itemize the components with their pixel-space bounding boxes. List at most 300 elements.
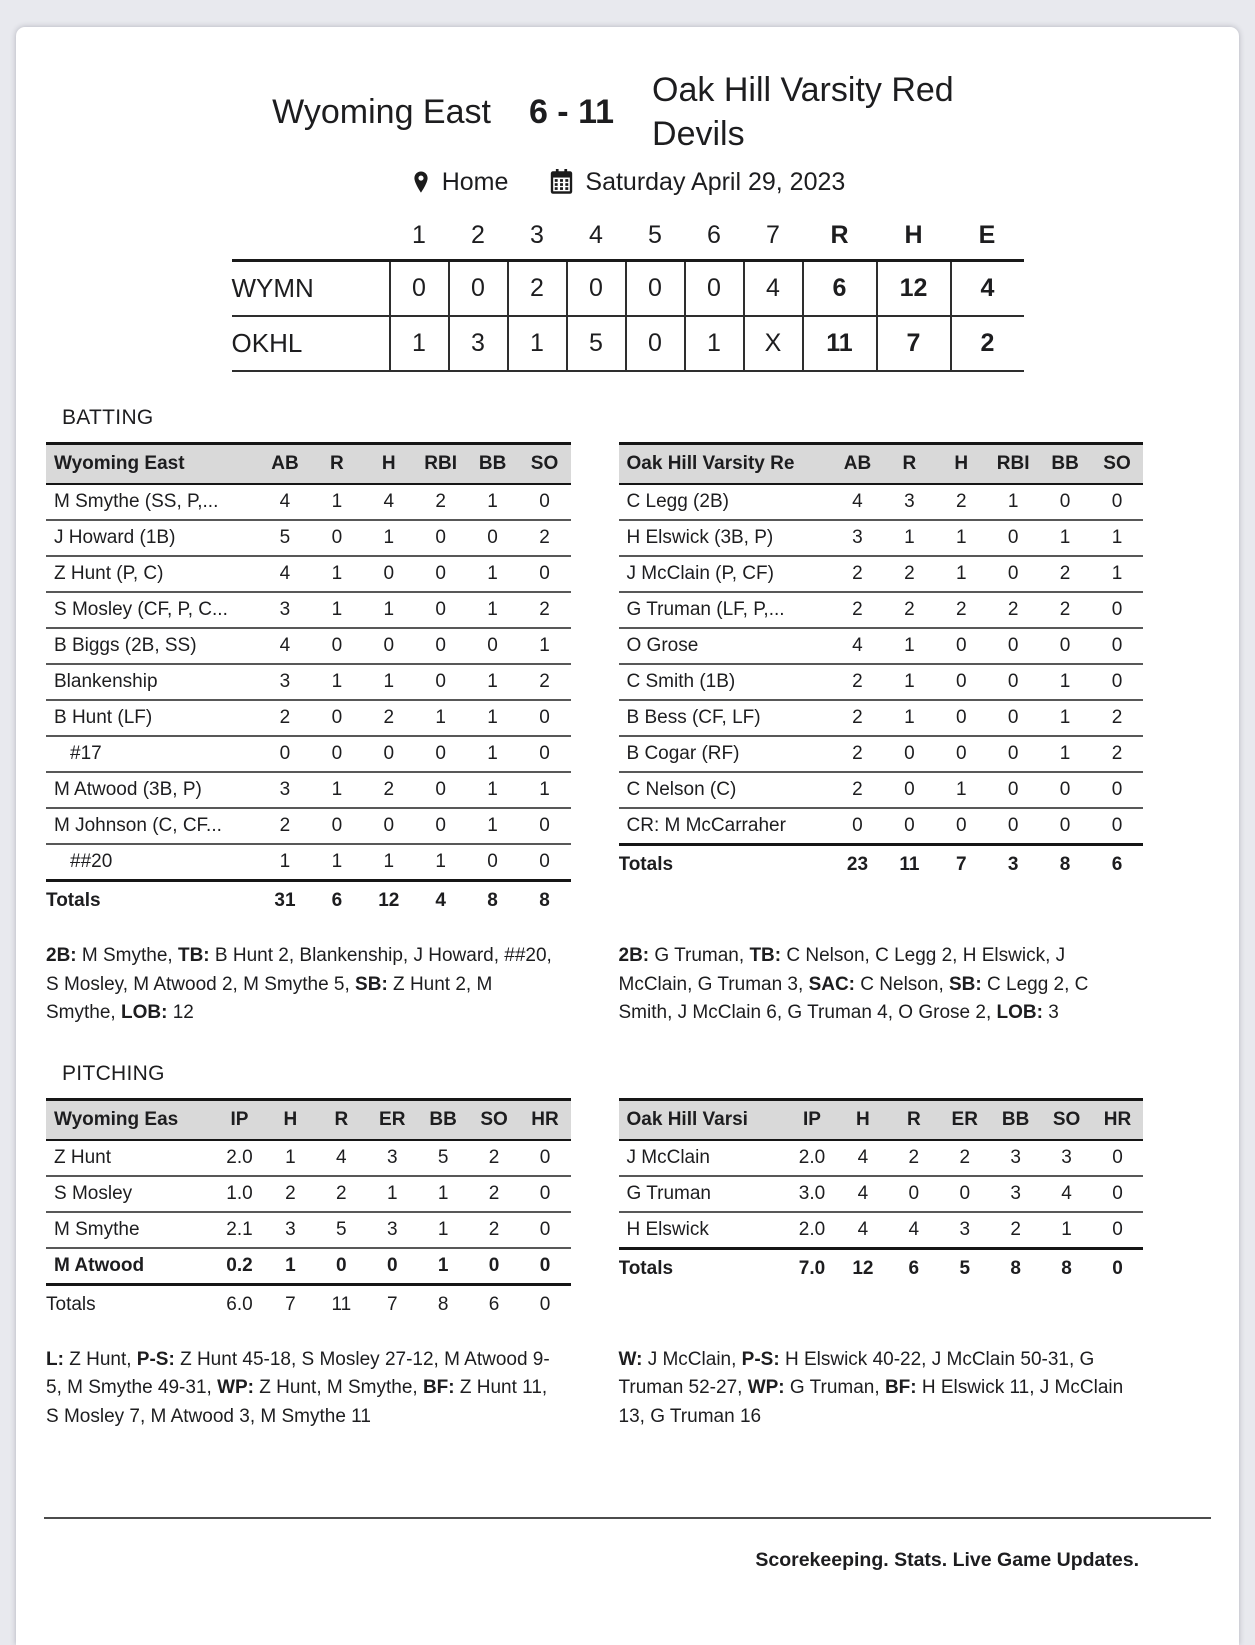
stat-cell: 2 [519, 664, 571, 700]
player-name-cell: H Elswick [619, 1212, 787, 1249]
player-name-cell: H Elswick (3B, P) [619, 520, 832, 556]
stat-cell: 0 [311, 736, 363, 772]
stat-cell: 0 [519, 556, 571, 592]
stat-cell: 1 [519, 628, 571, 664]
stat-cell: 1 [935, 520, 987, 556]
stat-cell: 1 [415, 700, 467, 736]
player-name-cell: M Atwood (3B, P) [46, 772, 259, 808]
player-name-cell: G Truman (LF, P,... [619, 592, 832, 628]
stat-cell: 0 [1091, 664, 1143, 700]
linescore-cell: 1 [508, 316, 567, 371]
team-column-header: Oak Hill Varsity Re [619, 444, 832, 485]
stat-cell: 0 [1039, 484, 1091, 520]
stat-cell: 1 [415, 844, 467, 881]
stat-cell: 2 [832, 736, 884, 772]
stat-column-header: RBI [987, 444, 1039, 485]
stat-cell: 2 [1091, 700, 1143, 736]
stat-cell: 2 [832, 772, 884, 808]
player-row [619, 520, 1144, 556]
player-row [46, 772, 571, 808]
linescore-cell: 6 [803, 261, 877, 317]
stat-cell: 2 [1039, 592, 1091, 628]
stat-cell: 3 [990, 1140, 1041, 1176]
stat-cell: 1 [1091, 520, 1143, 556]
stat-cell: 1 [1039, 736, 1091, 772]
stat-cell: 0 [415, 556, 467, 592]
stat-cell: 0 [367, 1248, 418, 1285]
game-header [16, 27, 1239, 197]
linescore-cell: X [744, 316, 803, 371]
stat-column-header: HR [520, 1099, 571, 1140]
stat-cell: 2 [469, 1140, 520, 1176]
player-name-cell: M Johnson (C, CF... [46, 808, 259, 844]
stat-cell: 1 [265, 1140, 316, 1176]
stat-cell: 2.0 [787, 1140, 838, 1176]
player-name-cell: J McClain (P, CF) [619, 556, 832, 592]
stat-cell: 8 [539, 890, 550, 912]
stat-cell: 2 [883, 556, 935, 592]
stat-cell: 0 [363, 556, 415, 592]
stat-cell: 0 [363, 808, 415, 844]
stat-cell: 2.1 [214, 1212, 265, 1248]
batting-table-away [46, 442, 571, 920]
stat-cell: 0 [415, 772, 467, 808]
stat-cell: 1 [883, 628, 935, 664]
stat-cell: 0 [415, 592, 467, 628]
player-row [46, 1248, 571, 1285]
stat-cell: 2 [832, 700, 884, 736]
stat-cell: 0 [883, 772, 935, 808]
team-column-header: Wyoming Eas [46, 1099, 214, 1140]
home-team-name: Oak Hill Varsity Red Devils [652, 71, 954, 153]
stat-cell: 2 [1039, 556, 1091, 592]
player-name-cell: M Smythe (SS, P,... [46, 484, 259, 520]
stat-cell: 0 [888, 1176, 939, 1212]
stat-cell: 1 [987, 484, 1039, 520]
linescore-column-header: 7 [744, 219, 803, 261]
player-row [619, 664, 1144, 700]
stat-cell: 0 [311, 520, 363, 556]
linescore-cell: 2 [508, 261, 567, 317]
stat-cell: 0 [1091, 808, 1143, 845]
stat-cell: 1 [883, 520, 935, 556]
scorecard-page [16, 27, 1239, 1645]
stat-cell: 11 [899, 854, 920, 876]
linescore-cell: 1 [685, 316, 744, 371]
team-column-header: Wyoming East [46, 444, 259, 485]
stat-cell: 2 [415, 484, 467, 520]
stat-cell: 7 [955, 854, 967, 876]
stat-cell: 0 [539, 1293, 551, 1315]
player-name-cell: CR: M McCarraher [619, 808, 832, 845]
player-name-cell: ##20 [46, 844, 259, 881]
player-row [619, 592, 1144, 628]
stat-cell: 5 [316, 1212, 367, 1248]
stat-cell: 5 [959, 1257, 971, 1279]
player-name-cell: O Grose [619, 628, 832, 664]
location-pin-icon [410, 169, 432, 196]
stat-cell: 1 [519, 772, 571, 808]
stat-cell: 3 [367, 1212, 418, 1248]
batting-notes-away: 2B: M Smythe, TB: B Hunt 2, Blankenship, J Howard, ##20, S Mosley, M Atwood 2, M Smythe 5, SB: Z Hunt 2, M Smythe, LOB: 12 [46, 945, 552, 1024]
stat-cell: 12 [378, 890, 400, 912]
stat-cell: 1 [1039, 664, 1091, 700]
stat-column-header: ER [939, 1099, 990, 1140]
player-row [619, 1176, 1144, 1212]
stat-cell: 0 [987, 700, 1039, 736]
stat-cell: 1 [1091, 556, 1143, 592]
stat-header-row [619, 444, 1144, 485]
stat-column-header: AB [259, 444, 311, 485]
linescore-cell: 4 [744, 261, 803, 317]
linescore-cell: 11 [803, 316, 877, 371]
stat-cell: 5 [418, 1140, 469, 1176]
stat-cell: 6 [331, 890, 343, 912]
stat-cell: 1 [259, 844, 311, 881]
stat-header-row [619, 1099, 1144, 1140]
player-row [46, 700, 571, 736]
pitching-columns [16, 1098, 1239, 1432]
stat-column-header: R [888, 1099, 939, 1140]
stat-cell: 0 [987, 808, 1039, 845]
stat-cell: 2 [259, 700, 311, 736]
stat-column-header: SO [1091, 444, 1143, 485]
stat-cell: 0 [519, 844, 571, 881]
stat-cell: 2 [469, 1212, 520, 1248]
stat-column-header: H [837, 1099, 888, 1140]
stat-cell: 1 [363, 844, 415, 881]
stat-cell: 2 [990, 1212, 1041, 1249]
stat-cell: 0 [883, 808, 935, 845]
stat-cell: 4 [316, 1140, 367, 1176]
player-row [619, 1140, 1144, 1176]
stat-cell: 11 [331, 1293, 352, 1315]
stat-cell: 0 [935, 736, 987, 772]
player-name-cell: M Smythe [46, 1212, 214, 1248]
player-row [619, 772, 1144, 808]
player-row [46, 592, 571, 628]
stat-cell: 1 [935, 772, 987, 808]
player-name-cell: J McClain [619, 1140, 787, 1176]
stat-cell: 6.0 [226, 1293, 253, 1315]
player-name-cell: Totals [618, 1257, 674, 1279]
stat-cell: 0 [987, 628, 1039, 664]
stat-cell: 6 [908, 1257, 920, 1279]
player-row [619, 700, 1144, 736]
stat-cell: 3 [265, 1212, 316, 1248]
game-score: 6 - 11 [528, 93, 615, 132]
linescore-cell: 1 [390, 316, 449, 371]
stat-cell: 1 [1039, 520, 1091, 556]
batting-table-home [619, 442, 1144, 884]
stat-column-header: R [316, 1099, 367, 1140]
away-team-name: Wyoming East [272, 92, 491, 131]
stat-cell: 3 [259, 772, 311, 808]
player-name-cell: B Bess (CF, LF) [619, 700, 832, 736]
stat-cell: 1 [467, 772, 519, 808]
stat-cell: 8 [437, 1293, 449, 1315]
stat-column-header: SO [519, 444, 571, 485]
stat-column-header: R [311, 444, 363, 485]
stat-header-row [46, 1099, 571, 1140]
matchup-row [16, 27, 1239, 156]
totals-row [46, 881, 571, 921]
stat-cell: 1 [367, 1176, 418, 1212]
stat-cell: 0 [467, 628, 519, 664]
stat-cell: 2 [1091, 736, 1143, 772]
stat-cell: 1 [363, 664, 415, 700]
stat-cell: 1 [363, 592, 415, 628]
stat-cell: 2 [939, 1140, 990, 1176]
stat-cell: 0 [935, 700, 987, 736]
stat-cell: 1 [883, 700, 935, 736]
pitching-table-home [619, 1098, 1144, 1288]
stat-cell: 0 [467, 844, 519, 881]
player-name-cell: G Truman [619, 1176, 787, 1212]
stat-cell: 1 [467, 664, 519, 700]
game-location [410, 168, 509, 197]
stat-cell: 1 [311, 844, 363, 881]
stat-cell: 2 [265, 1176, 316, 1212]
player-row [46, 1176, 571, 1212]
linescore-row [232, 261, 1024, 317]
player-row [46, 736, 571, 772]
stat-cell: 2 [935, 592, 987, 628]
stat-cell: 0 [1039, 808, 1091, 845]
stat-cell: 4 [837, 1140, 888, 1176]
player-row [619, 484, 1144, 520]
batting-columns [16, 442, 1239, 1028]
linescore-cell: 0 [449, 261, 508, 317]
linescore-column-header: 4 [567, 219, 626, 261]
linescore-cell: 0 [390, 261, 449, 317]
pitching-away-column [46, 1098, 571, 1432]
date-label: Saturday April 29, 2023 [585, 168, 846, 197]
stat-cell: 0 [883, 736, 935, 772]
stat-cell: 1 [467, 556, 519, 592]
stat-cell: 2 [259, 808, 311, 844]
player-row [619, 1212, 1144, 1249]
stat-cell: 4 [888, 1212, 939, 1249]
stat-cell: 1 [311, 592, 363, 628]
linescore-column-header: 1 [390, 219, 449, 261]
stat-cell: 4 [259, 628, 311, 664]
stat-cell: 0 [1091, 628, 1143, 664]
stat-cell: 0 [935, 628, 987, 664]
player-row [46, 808, 571, 844]
stat-cell: 0 [415, 664, 467, 700]
linescore-cell: 4 [951, 261, 1024, 317]
stat-cell: 0 [935, 808, 987, 845]
stat-cell: 0 [520, 1248, 571, 1285]
player-row [46, 520, 571, 556]
stat-cell: 6 [488, 1293, 500, 1315]
stat-cell: 2 [832, 556, 884, 592]
stat-cell: 0 [520, 1140, 571, 1176]
stat-cell: 0 [415, 808, 467, 844]
player-row [619, 808, 1144, 845]
stat-cell: 1 [418, 1212, 469, 1248]
stat-cell: 0 [259, 736, 311, 772]
stat-cell: 2 [883, 592, 935, 628]
stat-cell: 2 [888, 1140, 939, 1176]
player-row [46, 1212, 571, 1248]
stat-cell: 6 [1111, 854, 1123, 876]
player-row [46, 628, 571, 664]
player-name-cell: S Mosley (CF, P, C... [46, 592, 259, 628]
stat-cell: 0 [520, 1176, 571, 1212]
stat-cell: 4 [1041, 1176, 1092, 1212]
player-row [619, 556, 1144, 592]
stat-cell: 0 [519, 484, 571, 520]
stat-cell: 1 [265, 1248, 316, 1285]
batting-home-column [619, 442, 1144, 1028]
stat-cell: 1 [1039, 700, 1091, 736]
linescore-cell: 5 [567, 316, 626, 371]
linescore-row [232, 316, 1024, 371]
stat-cell: 7 [386, 1293, 398, 1315]
stat-column-header: BB [990, 1099, 1041, 1140]
stat-cell: 4 [435, 890, 446, 912]
linescore-header-row [232, 219, 1024, 261]
stat-cell: 8 [487, 890, 498, 912]
stat-cell: 3 [259, 664, 311, 700]
pitching-section [16, 1062, 1239, 1432]
stat-cell: 2.0 [214, 1140, 265, 1176]
batting-section-label: BATTING [62, 406, 154, 430]
stat-column-header: H [265, 1099, 316, 1140]
stat-cell: 0 [939, 1176, 990, 1212]
totals-row [46, 1284, 571, 1324]
stat-cell: 2 [519, 592, 571, 628]
stat-cell: 0 [1091, 592, 1143, 628]
stat-column-header: BB [418, 1099, 469, 1140]
stat-cell: 8 [1059, 854, 1071, 876]
stat-cell: 0 [1091, 772, 1143, 808]
stat-cell: 0 [1092, 1176, 1143, 1212]
stat-cell: 0 [311, 700, 363, 736]
linescore-cell: 0 [626, 261, 685, 317]
stat-cell: 1 [467, 808, 519, 844]
stat-cell: 0 [832, 808, 884, 845]
stat-cell: 0 [415, 736, 467, 772]
stat-cell: 2 [469, 1176, 520, 1212]
stat-cell: 3 [832, 520, 884, 556]
stat-cell: 31 [274, 890, 296, 912]
location-label: Home [441, 168, 509, 197]
game-meta-row [16, 168, 1239, 197]
player-name-cell: Z Hunt (P, C) [46, 556, 259, 592]
stat-cell: 7 [285, 1293, 296, 1315]
player-row [46, 1140, 571, 1176]
player-name-cell: M Atwood [46, 1248, 214, 1285]
totals-row [619, 845, 1144, 885]
stat-cell: 3 [990, 1176, 1041, 1212]
stat-cell: 2.0 [787, 1212, 838, 1249]
stat-cell: 0 [520, 1212, 571, 1248]
stat-cell: 2 [363, 772, 415, 808]
stat-cell: 1.0 [214, 1176, 265, 1212]
stat-cell: 12 [852, 1257, 874, 1279]
stat-column-header: R [883, 444, 935, 485]
stat-cell: 0 [519, 700, 571, 736]
stat-cell: 0 [935, 664, 987, 700]
player-name-cell: Totals [46, 1293, 96, 1315]
pitching-notes-home: W: J McClain, P-S: H Elswick 40-22, J McClain 50-31, G Truman 52-27, WP: G Truman, BF: H Elswick 11, J McClain 13, G Truman 16 [618, 1348, 1124, 1427]
stat-column-header: BB [467, 444, 519, 485]
player-name-cell: #17 [46, 736, 259, 772]
stat-cell: 0 [519, 736, 571, 772]
stat-cell: 1 [467, 700, 519, 736]
stat-cell: 0 [1091, 484, 1143, 520]
linescore-column-header: 3 [508, 219, 567, 261]
stat-cell: 0 [363, 628, 415, 664]
stat-cell: 0 [415, 520, 467, 556]
stat-column-header: RBI [415, 444, 467, 485]
batting-away-column [46, 442, 571, 1028]
stat-cell: 0 [1039, 628, 1091, 664]
pitching-section-label: PITCHING [62, 1061, 165, 1085]
stat-cell: 4 [363, 484, 415, 520]
stat-cell: 4 [259, 556, 311, 592]
stat-cell: 1 [935, 556, 987, 592]
stat-cell: 0 [987, 556, 1039, 592]
stat-cell: 0 [316, 1248, 367, 1285]
stat-cell: 2 [832, 664, 884, 700]
stat-cell: 1 [363, 520, 415, 556]
player-name-cell: Z Hunt [46, 1140, 214, 1176]
stat-cell: 2 [316, 1176, 367, 1212]
stat-cell: 3 [1007, 854, 1019, 876]
stat-cell: 1 [418, 1176, 469, 1212]
linescore-cell: 0 [626, 316, 685, 371]
batting-notes-home: 2B: G Truman, TB: C Nelson, C Legg 2, H Elswick, J McClain, G Truman 3, SAC: C Nelson, SB: C Legg 2, C Smith, J McClain 6, G Truman 4, O Grose 2, LOB: 3 [618, 945, 1089, 1024]
stat-cell: 3 [259, 592, 311, 628]
linescore-table [232, 219, 1024, 372]
linescore-cell: 0 [567, 261, 626, 317]
stat-cell: 8 [1010, 1257, 1021, 1279]
linescore-cell: 3 [449, 316, 508, 371]
linescore-cell: 12 [877, 261, 951, 317]
pitching-notes-away: L: Z Hunt, P-S: Z Hunt 45-18, S Mosley 27-12, M Atwood 9-5, M Smythe 49-31, WP: Z Hunt, M Smythe, BF: Z Hunt 11, S Mosley 7, M Atwood 3, M Smythe 11 [46, 1348, 550, 1427]
stat-cell: 7.0 [798, 1257, 826, 1279]
stat-cell: 1 [1041, 1212, 1092, 1249]
team-column-header: Oak Hill Varsi [619, 1099, 787, 1140]
stat-cell: 0 [987, 736, 1039, 772]
stat-column-header: SO [1041, 1099, 1092, 1140]
stat-cell: 0 [987, 664, 1039, 700]
stat-cell: 1 [418, 1248, 469, 1285]
stat-cell: 1 [311, 556, 363, 592]
stat-cell: 0 [1112, 1257, 1123, 1279]
stat-cell: 0 [1092, 1212, 1143, 1249]
stat-cell: 0 [311, 808, 363, 844]
player-name-cell: Blankenship [46, 664, 259, 700]
stat-cell: 0.2 [214, 1248, 265, 1285]
player-name-cell: Totals [618, 854, 674, 876]
footer-divider [44, 1517, 1211, 1519]
stat-column-header: SO [469, 1099, 520, 1140]
stat-cell: 0 [469, 1248, 520, 1285]
player-name-cell: J Howard (1B) [46, 520, 259, 556]
stat-column-header: H [363, 444, 415, 485]
player-row [619, 736, 1144, 772]
batting-section [16, 406, 1239, 1028]
stat-cell: 0 [363, 736, 415, 772]
player-row [46, 844, 571, 881]
stat-cell: 4 [837, 1176, 888, 1212]
stat-column-header: AB [832, 444, 884, 485]
